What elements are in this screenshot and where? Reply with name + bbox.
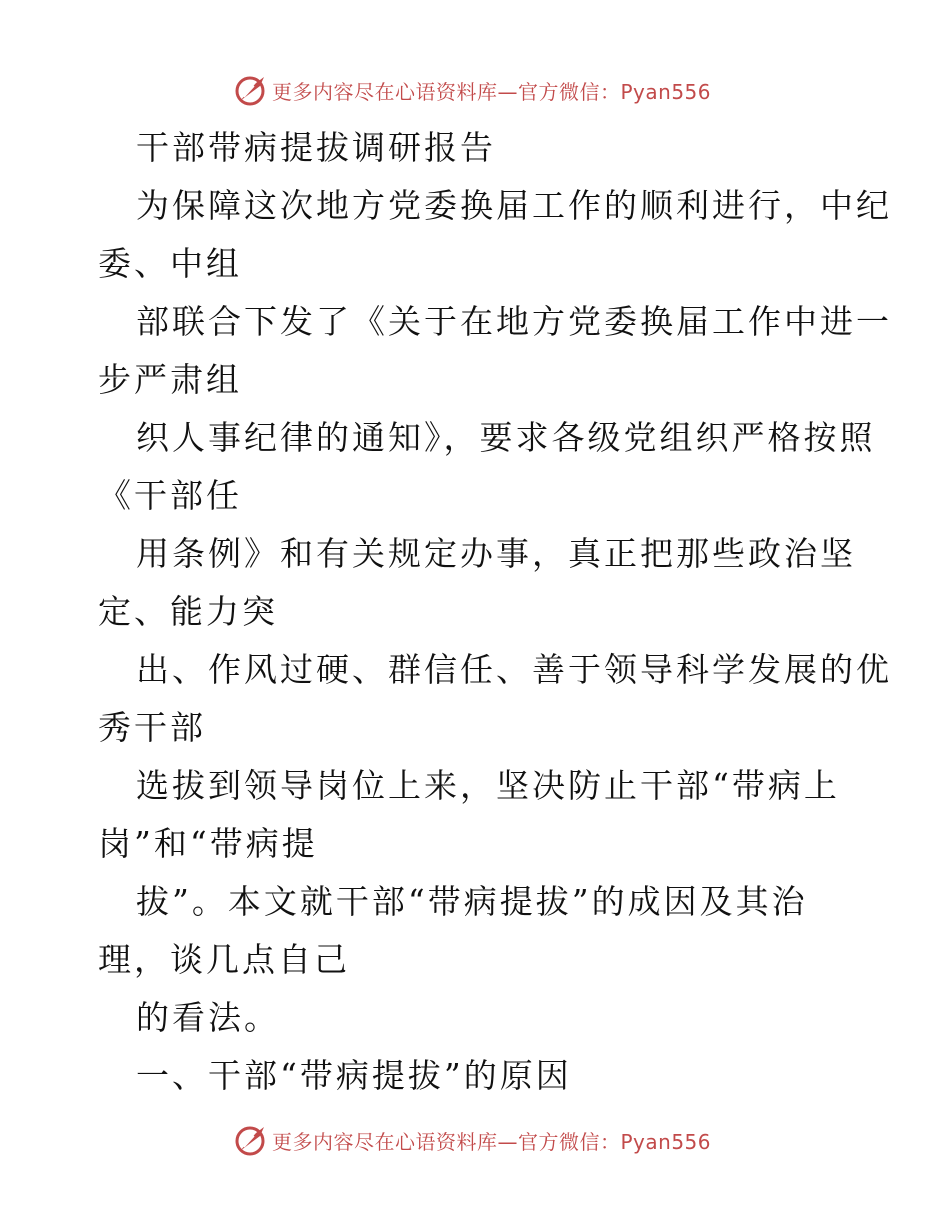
section-heading: 一、干部“带病提拔”的原因: [136, 1056, 572, 1095]
footer-banner: [234, 1120, 711, 1160]
paragraph-line: 《干部任: [98, 476, 242, 515]
paragraph-line: 理，谈几点自己: [98, 940, 350, 979]
paragraph-line: 选拔到领导岗位上来，坚决防止干部“带病上: [136, 766, 840, 805]
paragraph-line: 织人事纪律的通知》，要求各级党组织严格按照: [136, 418, 876, 457]
quill-logo-icon: [234, 73, 268, 107]
paragraph-line: 用条例》和有关规定办事，真正把那些政治坚: [136, 534, 856, 573]
header-banner: [234, 70, 711, 110]
paragraph-line: 出、作风过硬、群信任、善于领导科学发展的优: [136, 650, 892, 689]
paragraph-line: 秀干部: [98, 708, 206, 747]
paragraph-line: 岗”和“带病提: [98, 824, 318, 863]
paragraph-line: 定、能力突: [98, 592, 278, 631]
footer-banner-text: 更多内容尽在心语资料库—官方微信：Pyan556: [272, 1129, 712, 1154]
quill-logo-icon: [234, 1123, 268, 1157]
paragraph-line: 部联合下发了《关于在地方党委换届工作中进一: [136, 302, 892, 341]
paragraph-line: 步严肃组: [98, 360, 242, 399]
header-banner-text: 更多内容尽在心语资料库—官方微信：Pyan556: [272, 79, 712, 104]
document-title: 干部带病提拔调研报告: [136, 128, 496, 167]
paragraph-line: 为保障这次地方党委换届工作的顺利进行，中纪: [136, 186, 892, 225]
paragraph-line: 的看法。: [136, 998, 280, 1037]
paragraph-line: 委、中组: [98, 244, 242, 283]
paragraph-line: 拔”。本文就干部“带病提拔”的成因及其治: [136, 882, 808, 921]
